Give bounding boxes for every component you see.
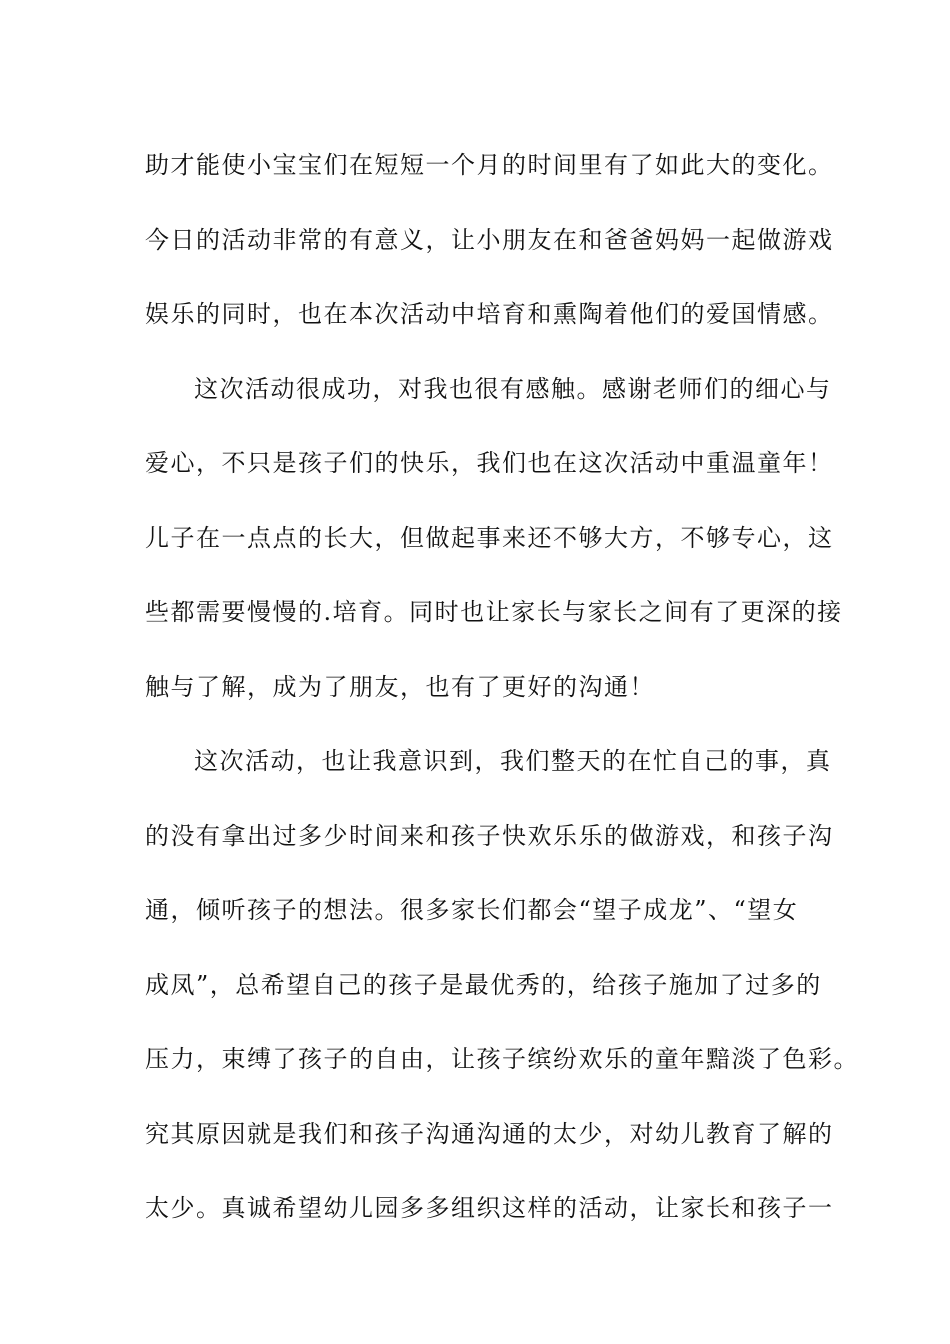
body-text xyxy=(145,128,859,1246)
text-line: 今日的活动非常的有意义，让小朋友在和爸爸妈妈一起做游戏 xyxy=(145,225,834,254)
text-line: 爱心，不只是孩子们的快乐，我们也在这次活动中重温童年！ xyxy=(145,449,834,477)
text-line: 娱乐的同时，也在本次活动中培育和熏陶着他们的爱国情感。 xyxy=(145,300,834,328)
paragraph-start-line: 这次活动，也让我意识到，我们整天的在忙自己的事，真 xyxy=(194,747,832,775)
text-line: 压力，束缚了孩子的自由，让孩子缤纷欢乐的童年黯淡了色彩。 xyxy=(145,1045,859,1073)
text-line: 太少。真诚希望幼儿园多多组织这样的活动，让家长和孩子一 xyxy=(145,1194,834,1222)
text-line: 究其原因就是我们和孩子沟通沟通的太少，对幼儿教育了解的 xyxy=(145,1119,834,1148)
text-line: 通，倾听孩子的想法。很多家长们都会“望子成龙”、“望女 xyxy=(145,896,799,924)
text-line: 触与了解，成为了朋友，也有了更好的沟通！ xyxy=(145,672,655,701)
text-line: 些都需要慢慢的.培育。同时也让家长与家长之间有了更深的接 xyxy=(145,598,843,626)
text-line: 成凤”，总希望自己的孩子是最优秀的，给孩子施加了过多的 xyxy=(145,970,822,999)
text-line: 儿子在一点点的长大，但做起事来还不够大方，不够专心，这 xyxy=(145,523,834,552)
text-line: 助才能使小宝宝们在短短一个月的时间里有了如此大的变化。 xyxy=(145,151,834,179)
text-line: 的没有拿出过多少时间来和孩子快欢乐乐的做游戏，和孩子沟 xyxy=(145,821,834,850)
paragraph-start-line: 这次活动很成功，对我也很有感触。感谢老师们的细心与 xyxy=(194,374,832,403)
